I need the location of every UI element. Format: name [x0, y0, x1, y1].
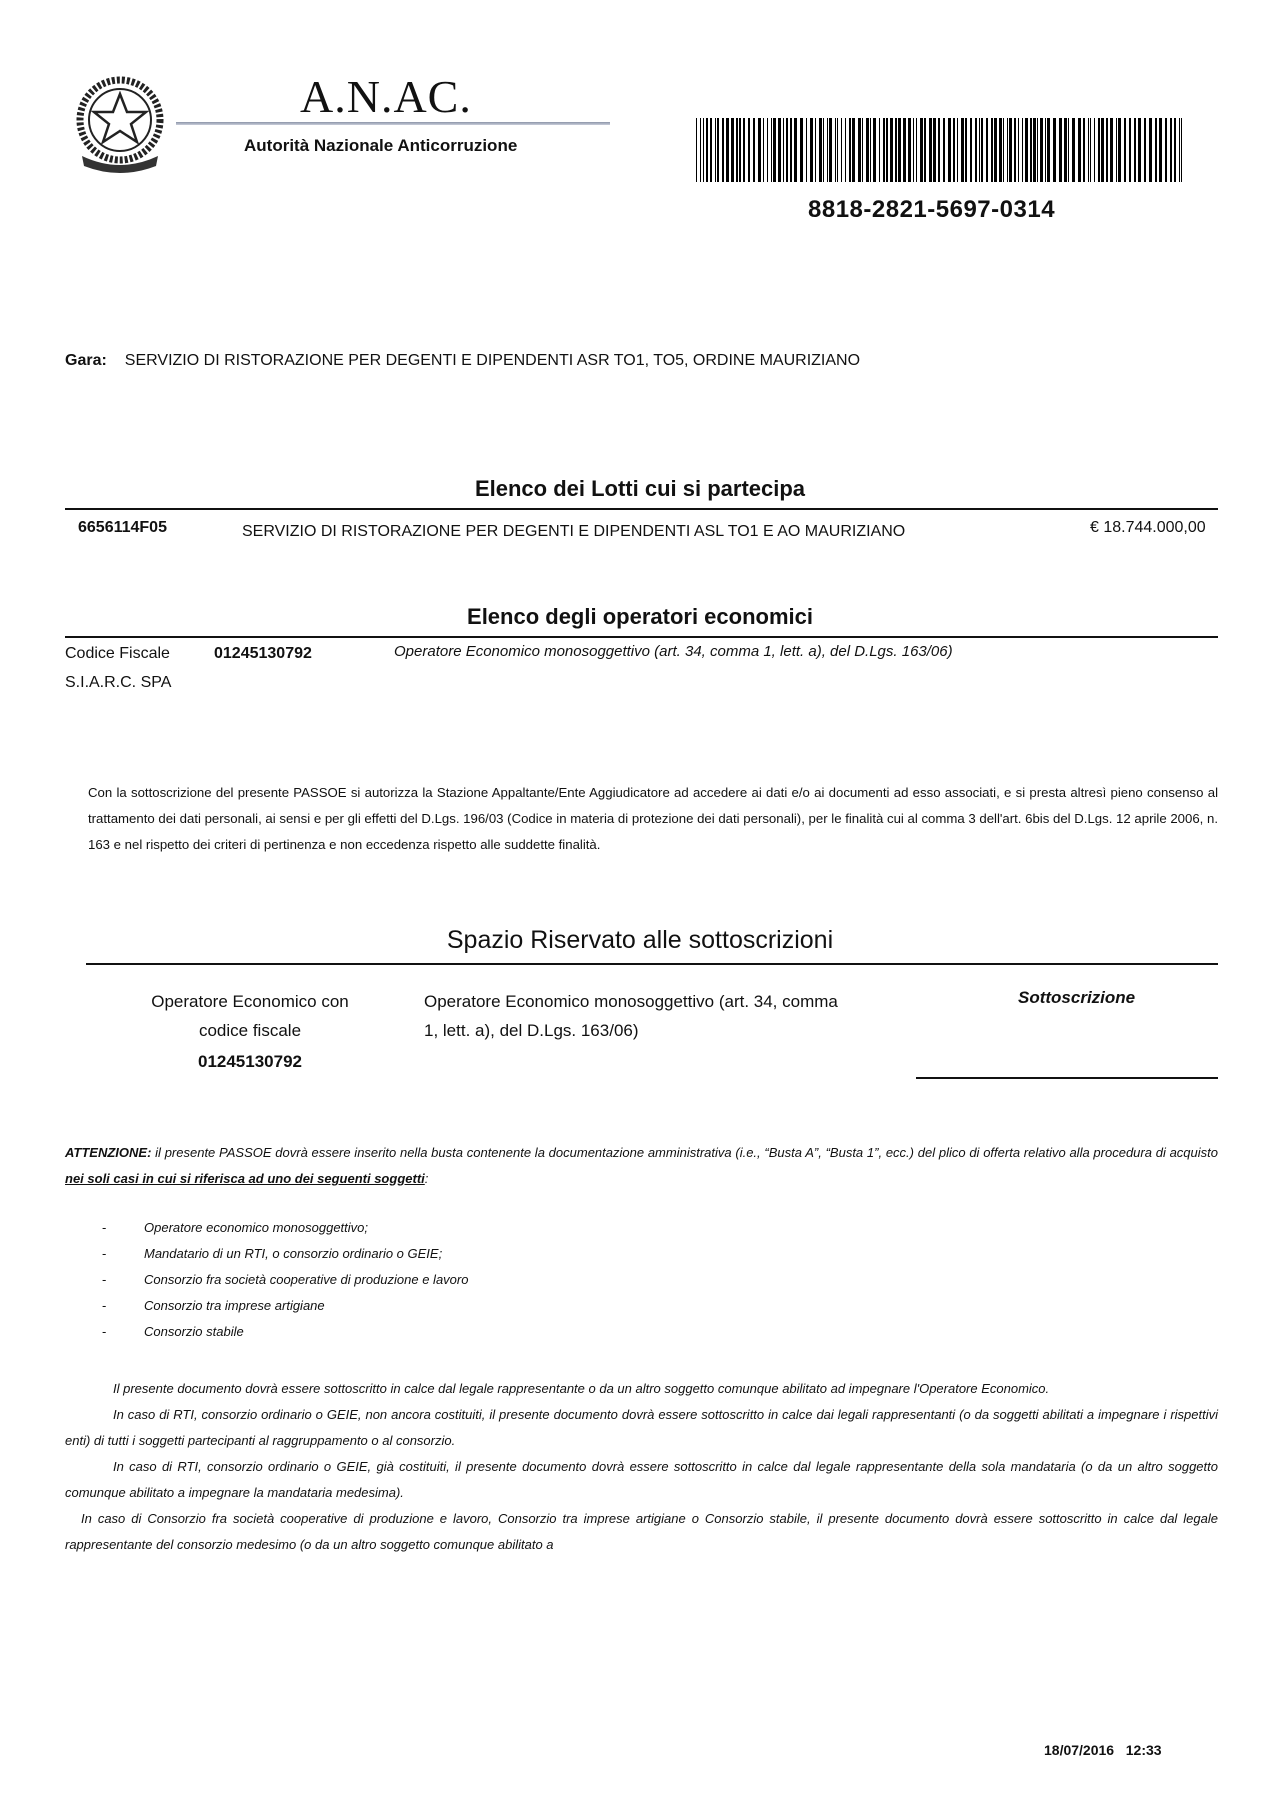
list-item: - Consorzio fra società cooperative di produzione e lavoro: [102, 1272, 469, 1287]
barcode-bar: [1040, 118, 1043, 182]
barcode-bar: [1138, 118, 1141, 182]
barcode-bar: [1059, 118, 1062, 182]
barcode-bar: [710, 118, 712, 182]
barcode-bar: [778, 118, 781, 182]
operator-name: S.I.A.R.C. SPA: [65, 674, 172, 691]
operator-cf-label: Codice Fiscale: [65, 645, 170, 662]
barcode-bar: [1134, 118, 1136, 182]
barcode-bar: [866, 118, 869, 182]
barcode-bar: [837, 118, 838, 182]
barcode-bar: [1144, 118, 1146, 182]
operator-cf-value: 01245130792: [214, 645, 312, 662]
barcode-bar: [994, 118, 997, 182]
lotti-title: Elenco dei Lotti cui si partecipa: [474, 476, 806, 501]
barcode-number: 8818-2821-5697-0314: [808, 196, 1056, 223]
barcode-bar: [1110, 118, 1113, 182]
print-datetime: 18/07/2016 12:33: [1044, 1742, 1162, 1758]
barcode-bar: [771, 118, 772, 182]
barcode-bar: [753, 118, 755, 182]
barcode-bar: [929, 118, 932, 182]
barcode-bar: [815, 118, 816, 182]
barcode-bar: [1174, 118, 1176, 182]
attention-text: il presente PASSOE dovrà essere inserito nella busta contenente la documentazione amministrativa (i.e., “Busta A”, “Busta 1”, ecc.) del plico di offerta relativo alla procedura di acquisto: [151, 1145, 1218, 1160]
barcode-bar: [827, 118, 828, 182]
barcode-bar: [696, 118, 697, 182]
barcode-bar: [1045, 118, 1046, 182]
republic-emblem-icon: [72, 74, 168, 178]
barcode-bar: [1118, 118, 1121, 182]
barcode-bar: [1101, 118, 1104, 182]
signature-section-title: Spazio Riservato alle sottoscrizioni: [446, 926, 834, 954]
barcode-bar: [773, 118, 776, 182]
barcode-bar: [898, 118, 901, 182]
barcode-bar: [933, 118, 936, 182]
barcode-bar: [886, 118, 888, 182]
barcode-bar: [845, 118, 846, 182]
barcode-bar: [800, 118, 803, 182]
barcode-bar: [879, 118, 880, 182]
attention-label: ATTENZIONE:: [65, 1145, 152, 1160]
barcode-bar: [1003, 118, 1004, 182]
barcode-bar: [1159, 118, 1162, 182]
barcode-bar: [748, 118, 750, 182]
barcode-bar: [715, 118, 716, 182]
barcode: [696, 118, 1182, 182]
barcode-bar: [895, 118, 897, 182]
barcode-bar: [1155, 118, 1157, 182]
barcode-bar: [948, 118, 951, 182]
lotti-rule: [65, 508, 1218, 510]
list-item: - Operatore economico monosoggettivo;: [102, 1220, 369, 1235]
barcode-bar: [1009, 118, 1012, 182]
barcode-bar: [961, 118, 964, 182]
barcode-bar: [1090, 118, 1091, 182]
barcode-bar: [986, 118, 988, 182]
list-item: - Consorzio tra imprese artigiane: [102, 1298, 325, 1313]
lot-amount: € 18.744.000,00: [1090, 519, 1206, 536]
barcode-bar: [1025, 118, 1028, 182]
signature-line: [916, 1077, 1218, 1079]
barcode-bar: [1014, 118, 1016, 182]
barcode-bar: [953, 118, 955, 182]
barcode-bar: [736, 118, 738, 182]
barcode-bar: [858, 118, 861, 182]
barcode-bar: [1124, 118, 1126, 182]
barcode-bar: [790, 118, 792, 182]
barcode-bar: [862, 118, 863, 182]
attention-paragraph: [65, 1140, 1218, 1192]
gara-value: SERVIZIO DI RISTORAZIONE PER DEGENTI E DIPENDENTI ASR TO1, TO5, ORDINE MAURIZIANO: [124, 352, 861, 369]
barcode-bar: [731, 118, 734, 182]
barcode-bar: [1037, 118, 1038, 182]
barcode-bar: [920, 118, 923, 182]
barcode-bar: [829, 118, 832, 182]
operator-type: Operatore Economico monosoggettivo (art. 34, comma 1, lett. a), del D.Lgs. 163/06): [394, 643, 953, 660]
barcode-bar: [1179, 118, 1180, 182]
barcode-bar: [849, 118, 851, 182]
barcode-bar: [703, 118, 704, 182]
barcode-bar: [786, 118, 788, 182]
lot-description: SERVIZIO DI RISTORAZIONE PER DEGENTI E DIPENDENTI ASL TO1 E AO MAURIZIANO: [242, 523, 906, 540]
barcode-bar: [938, 118, 940, 182]
barcode-bar: [758, 118, 761, 182]
barcode-bar: [999, 118, 1002, 182]
barcode-bar: [823, 118, 824, 182]
barcode-bar: [722, 118, 724, 182]
barcode-bar: [890, 118, 893, 182]
note-paragraph: Il presente documento dovrà essere sottoscritto in calce dal legale rappresentante o da un altro soggetto comunque abilitato ad impegnare l'Operatore Economico.: [113, 1381, 1050, 1396]
barcode-bar: [965, 118, 967, 182]
barcode-bar: [1064, 118, 1067, 182]
barcode-bar: [991, 118, 993, 182]
gara-line: [65, 352, 860, 370]
barcode-bar: [1106, 118, 1108, 182]
barcode-bar: [1022, 118, 1023, 182]
barcode-bar: [1030, 118, 1032, 182]
barcode-bar: [1018, 118, 1019, 182]
operatori-title: Elenco degli operatori economici: [467, 604, 813, 629]
barcode-bar: [1088, 118, 1089, 182]
barcode-bar: [975, 118, 977, 182]
barcode-bar: [957, 118, 958, 182]
barcode-bar: [1149, 118, 1152, 182]
signature-operator-label: Operatore Economico con codice fiscale: [151, 992, 349, 1040]
note-paragraph: In caso di RTI, consorzio ordinario o GEIE, già costituiti, il presente documento dovrà essere sottoscritto in calce dal legale rappresentante della sola mandataria (o da un altro soggetto comunque abilitato a impegnare la mandataria medesima).: [65, 1459, 1218, 1500]
barcode-bar: [1047, 118, 1050, 182]
org-name: Autorità Nazionale Anticorruzione: [244, 136, 518, 155]
barcode-bar: [1068, 118, 1069, 182]
barcode-bar: [1094, 118, 1095, 182]
barcode-bar: [739, 118, 741, 182]
barcode-bar: [852, 118, 855, 182]
barcode-bar: [979, 118, 980, 182]
barcode-bar: [1165, 118, 1167, 182]
barcode-bar: [767, 118, 768, 182]
barcode-bar: [903, 118, 906, 182]
barcode-bar: [1072, 118, 1075, 182]
barcode-bar: [726, 118, 729, 182]
barcode-bar: [883, 118, 885, 182]
barcode-bar: [924, 118, 926, 182]
barcode-bar: [1116, 118, 1117, 182]
barcode-bar: [841, 118, 842, 182]
barcode-bar: [819, 118, 822, 182]
signature-operator-type: Operatore Economico monosoggettivo (art. 34, comma 1, lett. a), del D.Lgs. 163/06): [424, 992, 838, 1040]
barcode-bar: [1170, 118, 1172, 182]
barcode-bar: [1007, 118, 1008, 182]
barcode-bar: [1083, 118, 1085, 182]
header-rule: [176, 122, 610, 125]
barcode-bar: [743, 118, 745, 182]
note-paragraph: In caso di RTI, consorzio ordinario o GEIE, non ancora costituiti, il presente documento dovrà essere sottoscritto in calce dai legali rappresentanti (o da soggetti abilitati a impegnare i rispettivi enti) di tutti i soggetti partecipanti al raggruppamento o al consorzio.: [65, 1407, 1218, 1448]
barcode-bar: [810, 118, 813, 182]
barcode-bar: [835, 118, 836, 182]
barcode-bar: [783, 118, 784, 182]
barcode-bar: [908, 118, 911, 182]
notes: [65, 1376, 1218, 1558]
barcode-bar: [806, 118, 807, 182]
org-acronym: A.N.AC.: [300, 71, 472, 122]
barcode-bar: [870, 118, 871, 182]
barcode-bar: [1129, 118, 1131, 182]
subjects-list: [102, 1215, 468, 1345]
barcode-bar: [717, 118, 719, 182]
barcode-bar: [1033, 118, 1036, 182]
barcode-bar: [706, 118, 708, 182]
attention-underlined: nei soli casi in cui si riferisca ad uno dei seguenti soggetti: [65, 1171, 425, 1186]
barcode-bar: [970, 118, 972, 182]
barcode-bar: [916, 118, 917, 182]
barcode-bar: [1078, 118, 1081, 182]
barcode-bar: [794, 118, 797, 182]
attention-text-end: :: [424, 1171, 429, 1186]
note-paragraph: In caso di Consorzio fra società cooperative di produzione e lavoro, Consorzio tra imprese artigiane o Consorzio stabile, il presente documento dovrà essere sottoscritto in calce dal legale rappresentante del consorzio medesimo (o da un altro soggetto comunque abilitato a: [65, 1511, 1218, 1552]
barcode-bar: [763, 118, 764, 182]
gara-label: Gara:: [65, 352, 107, 369]
barcode-bar: [913, 118, 914, 182]
barcode-bar: [1181, 118, 1182, 182]
list-item: - Consorzio stabile: [102, 1324, 244, 1339]
barcode-bar: [1098, 118, 1100, 182]
operatori-rule: [65, 636, 1218, 638]
barcode-bar: [1053, 118, 1056, 182]
signature-operator-cf: 01245130792: [197, 1052, 302, 1071]
barcode-bar: [943, 118, 945, 182]
signature-label: Sottoscrizione: [1018, 988, 1136, 1007]
list-item: - Mandatario di un RTI, o consorzio ordinario o GEIE;: [102, 1246, 443, 1261]
barcode-bar: [873, 118, 876, 182]
barcode-bar: [700, 118, 701, 182]
consent-paragraph: Con la sottoscrizione del presente PASSOE si autorizza la Stazione Appaltante/Ente Aggiudicatore ad accedere ai dati e/o ai documenti ad esso associati, e si presta altresì pieno consenso al trattamento dei dati personali, ai sensi e per gli effetti del D.Lgs. 196/03 (Codice in materia di protezione dei dati personali), per le finalità cui al comma 3 dell'art. 6bis del D.Lgs. 12 aprile 2006, n. 163 e nel rispetto dei criteri di pertinenza e non eccedenza rispetto alle suddette finalità.: [88, 785, 1218, 852]
signature-section-rule: [86, 963, 1218, 965]
barcode-bar: [981, 118, 983, 182]
lot-code: 6656114F05: [78, 519, 167, 536]
